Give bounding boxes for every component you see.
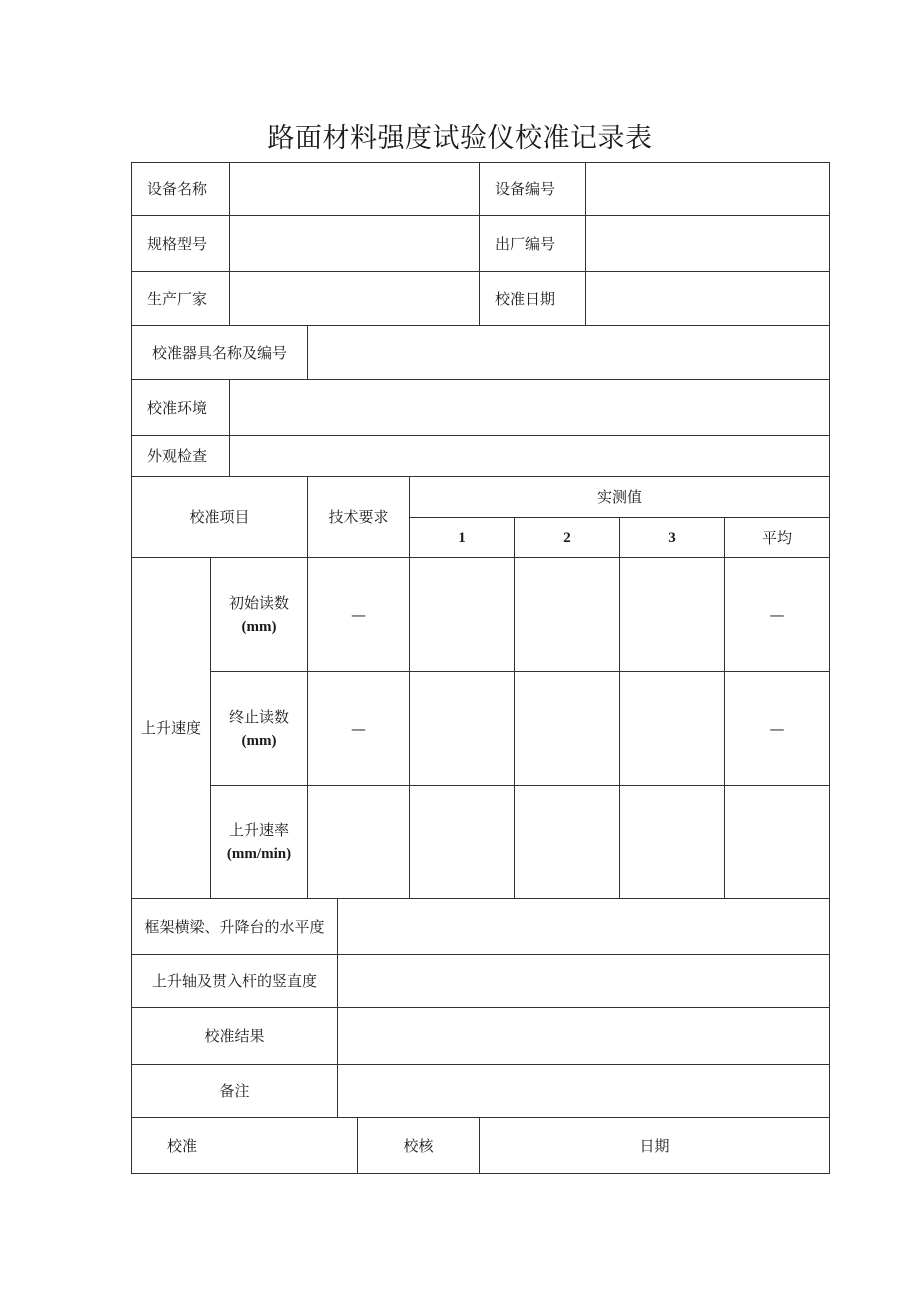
result-label: 校准结果 bbox=[131, 1007, 338, 1065]
rise-rate-unit: (mm/min) bbox=[226, 846, 292, 862]
initial-reading-avg: — bbox=[724, 557, 830, 672]
remarks-label: 备注 bbox=[131, 1064, 338, 1118]
level-label: 框架横梁、升降台的水平度 bbox=[131, 898, 338, 955]
environment-label: 校准环境 bbox=[131, 379, 230, 436]
initial-reading-label bbox=[210, 557, 308, 672]
final-reading-1[interactable] bbox=[409, 671, 515, 786]
calibration-form bbox=[132, 163, 831, 1175]
measured-col-1: 1 bbox=[409, 517, 515, 558]
factory-no-field[interactable] bbox=[585, 215, 830, 272]
rise-rate-requirement[interactable] bbox=[307, 785, 410, 899]
model-label: 规格型号 bbox=[131, 215, 230, 272]
result-field[interactable] bbox=[337, 1007, 830, 1065]
measured-header: 实测值 bbox=[409, 476, 830, 518]
equipment-no-field[interactable] bbox=[585, 162, 830, 216]
date-signoff-label: 日期 bbox=[639, 1136, 670, 1155]
initial-reading-text: 初始读数 bbox=[228, 593, 289, 612]
verify-signoff[interactable] bbox=[357, 1117, 480, 1174]
manufacturer-label: 生产厂家 bbox=[131, 271, 230, 326]
initial-reading-1[interactable] bbox=[409, 557, 515, 672]
page-title: 路面材料强度试验仪校准记录表 bbox=[267, 123, 653, 154]
calibration-date-label: 校准日期 bbox=[479, 271, 586, 326]
final-reading-unit: (mm) bbox=[241, 732, 277, 749]
initial-reading-2[interactable] bbox=[514, 557, 620, 672]
measured-col-2: 2 bbox=[514, 517, 620, 558]
vertical-label: 上升轴及贯入杆的竖直度 bbox=[131, 954, 338, 1008]
measured-col-avg: 平均 bbox=[724, 517, 830, 558]
factory-no-label: 出厂编号 bbox=[479, 215, 586, 272]
equipment-name-label: 设备名称 bbox=[131, 162, 230, 216]
initial-reading-3[interactable] bbox=[619, 557, 725, 672]
initial-reading-requirement: — bbox=[307, 557, 410, 672]
verify-signoff-label: 校核 bbox=[403, 1136, 434, 1155]
equipment-no-label: 设备编号 bbox=[479, 162, 586, 216]
rise-rate-2[interactable] bbox=[514, 785, 620, 899]
final-reading-text: 终止读数 bbox=[228, 707, 289, 726]
appearance-field[interactable] bbox=[229, 435, 830, 477]
equipment-name-field[interactable] bbox=[229, 162, 480, 216]
requirement-header: 技术要求 bbox=[307, 476, 410, 558]
final-reading-2[interactable] bbox=[514, 671, 620, 786]
final-reading-avg: — bbox=[724, 671, 830, 786]
rise-rate-text: 上升速率 bbox=[228, 821, 289, 839]
calibrator-field[interactable] bbox=[307, 325, 830, 380]
item-header: 校准项目 bbox=[131, 476, 308, 558]
model-field[interactable] bbox=[229, 215, 480, 272]
appearance-label: 外观检查 bbox=[131, 435, 230, 477]
calibrate-signoff-label: 校准 bbox=[167, 1136, 198, 1155]
manufacturer-field[interactable] bbox=[229, 271, 480, 326]
rise-rate-3[interactable] bbox=[619, 785, 725, 899]
final-reading-3[interactable] bbox=[619, 671, 725, 786]
rise-rate-avg[interactable] bbox=[724, 785, 830, 899]
environment-field[interactable] bbox=[229, 379, 830, 436]
rise-rate-1[interactable] bbox=[409, 785, 515, 899]
remarks-field[interactable] bbox=[337, 1064, 830, 1118]
calibration-date-field[interactable] bbox=[585, 271, 830, 326]
rise-speed-label: 上升速度 bbox=[131, 557, 211, 899]
final-reading-label bbox=[210, 671, 308, 786]
final-reading-requirement: — bbox=[307, 671, 410, 786]
calibrate-signoff[interactable] bbox=[131, 1117, 358, 1174]
vertical-field[interactable] bbox=[337, 954, 830, 1008]
initial-reading-unit: (mm) bbox=[241, 618, 277, 635]
date-signoff[interactable] bbox=[479, 1117, 830, 1174]
level-field[interactable] bbox=[337, 898, 830, 955]
calibrator-label: 校准器具名称及编号 bbox=[131, 325, 308, 380]
measured-col-3: 3 bbox=[619, 517, 725, 558]
rise-rate-label bbox=[210, 785, 308, 899]
